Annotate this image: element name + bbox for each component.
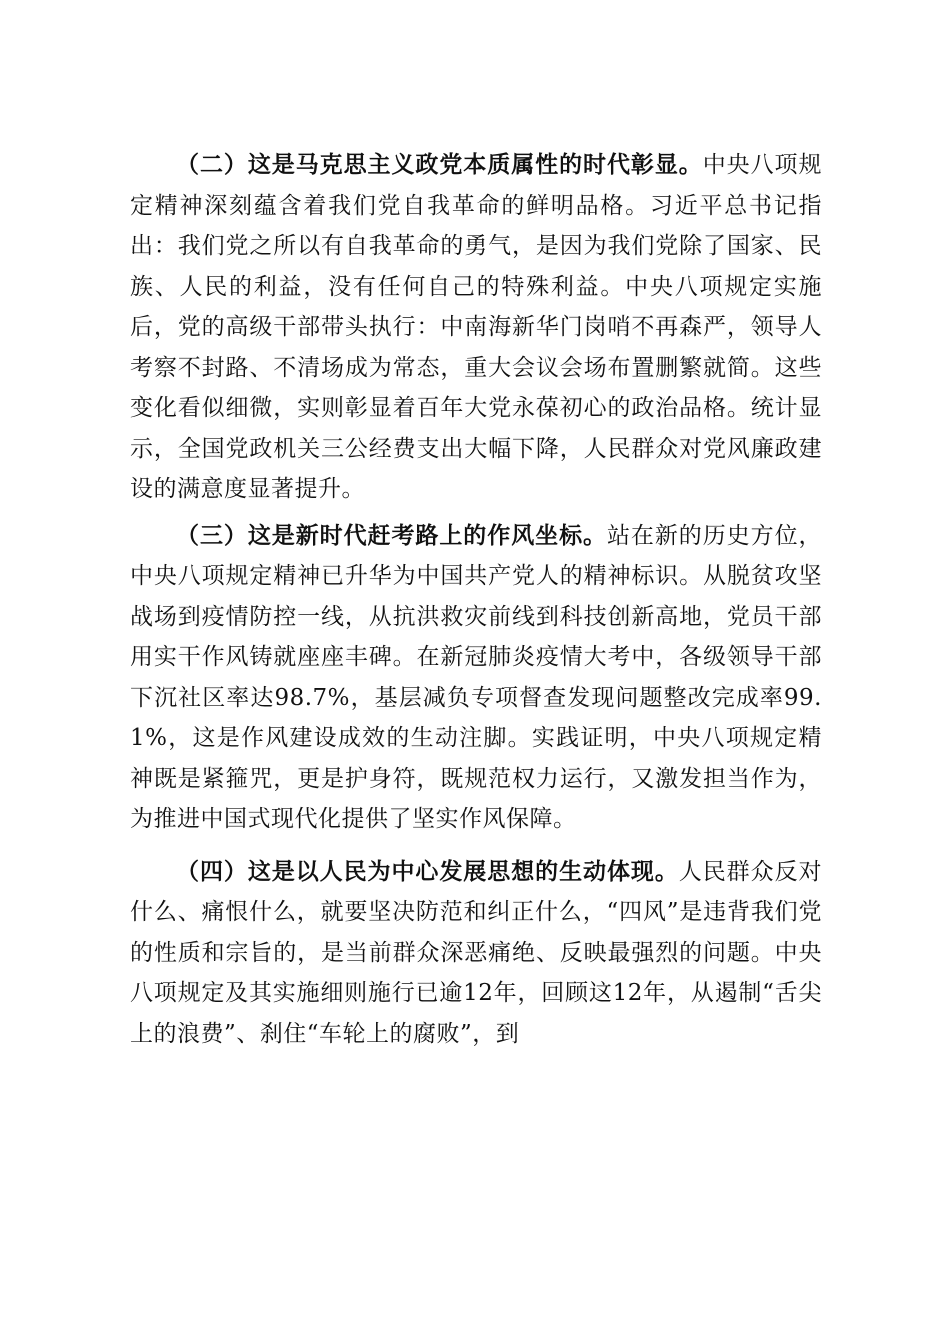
paragraph-3-heading: （三）这是新时代赶考路上的作风坐标。 xyxy=(176,521,607,549)
paragraph-2 xyxy=(130,145,822,510)
paragraph-4-text: 人民群众反对什么、痛恨什么，就要坚决防范和纠正什么，“四风”是违背我们党的性质和宗旨的，是当前群众深恶痛绝、反映最强烈的问题。中央八项规定及其实施细则施行已逾12年，回顾这12年，从遏制“舌尖上的浪费”、刹住“车轮上的腐败”，到 xyxy=(130,858,823,1047)
document-body xyxy=(130,145,822,1054)
paragraph-4-heading: （四）这是以人民为中心发展思想的生动体现。 xyxy=(176,857,679,885)
paragraph-2-heading: （二）这是马克思主义政党本质属性的时代彰显。 xyxy=(176,151,703,178)
paragraph-3 xyxy=(130,516,822,840)
paragraph-3-text: 站在新的历史方位，中央八项规定精神已升华为中国共产党人的精神标识。从脱贫攻坚战场到疫情防控一线，从抗洪救灾前线到科技创新高地，党员干部用实干作风铸就座座丰碑。在新冠肺炎疫情大考中，各级领导干部下沉社区率达98.7%，基层减负专项督查发现问题整改完成率99.1%，这是作风建设成效的生动注脚。实践证明，中央八项规定精神既是紧箍咒，更是护身符，既规范权力运行，又激发担当作为，为推进中国式现代化提供了坚实作风保障。 xyxy=(130,522,823,832)
paragraph-2-text: 中央八项规定精神深刻蕴含着我们党自我革命的鲜明品格。习近平总书记指出：我们党之所以有自我革命的勇气，是因为我们党除了国家、民族、人民的利益，没有任何自己的特殊利益。中央八项规定实施后，党的高级干部带头执行：中南海新华门岗哨不再森严，领导人考察不封路、不清场成为常态，重大会议会场布置删繁就简。这些变化看似细微，实则彰显着百年大党永葆初心的政治品格。统计显示，全国党政机关三公经费支出大幅下降，人民群众对党风廉政建设的满意度显著提升。 xyxy=(130,152,823,502)
paragraph-4 xyxy=(130,852,822,1055)
